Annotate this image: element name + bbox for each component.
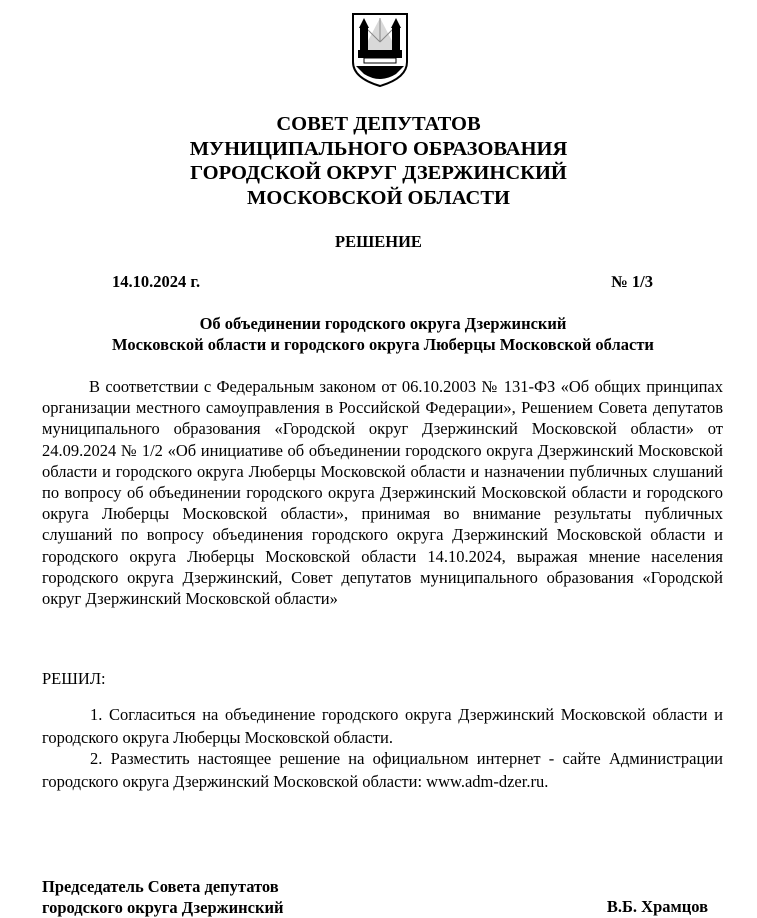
decision-subject bbox=[40, 313, 726, 355]
signatory-title-line-1: Председатель Совета депутатов bbox=[42, 877, 284, 898]
preamble-paragraph: В соответствии с Федеральным законом от 06.10.2003 № 131-ФЗ «Об общих принципах организации местного самоуправления в Российской Федерации», Решением Совета депутатов муниципального образования «Городской округ Дзержинский Московской области» от 24.09.2024 № 1/2 «Об инициативе об объединении городского округа Дзержинский Московской области и городского округа Люберцы Московской области и назначении публичных слушаний по вопросу об объединении городского округа Дзержинский Московской области и городского округа Люберцы Московской области», принимая во внимание результаты публичных слушаний по вопросу объединения городского округа Дзержинский Московской области и городского округа Люберцы Московской области 14.10.2024, выражая мнение населения городского округа Дзержинский, Совет депутатов муниципального образования «Городской округ Дзержинский Московской области» bbox=[42, 376, 723, 609]
council-name bbox=[0, 112, 757, 210]
resolution-item-2: 2. Разместить настоящее решение на официальном интернет - сайте Администрации городского округа Дзержинский Московской области: www.adm-dzer.ru. bbox=[42, 748, 723, 793]
resolution-item-1: 1. Согласиться на объединение городского округа Дзержинский Московской области и городского округа Люберцы Московской области. bbox=[42, 704, 723, 749]
coat-of-arms-emblem bbox=[350, 12, 410, 88]
subject-line-2: Московской области и городского округа Люберцы Московской области bbox=[40, 334, 726, 355]
council-line-1: СОВЕТ ДЕПУТАТОВ bbox=[0, 112, 757, 137]
document-type-heading: РЕШЕНИЕ bbox=[0, 232, 757, 252]
decision-date: 14.10.2024 г. bbox=[112, 272, 200, 292]
council-line-2: МУНИЦИПАЛЬНОГО ОБРАЗОВАНИЯ bbox=[0, 137, 757, 162]
signatory-name: В.Б. Храмцов bbox=[607, 897, 708, 918]
council-line-4: МОСКОВСКОЙ ОБЛАСТИ bbox=[0, 186, 757, 211]
subject-line-1: Об объединении городского округа Дзержинский bbox=[40, 313, 726, 334]
resolved-label: РЕШИЛ: bbox=[42, 669, 106, 689]
decision-number: № 1/3 bbox=[611, 272, 653, 292]
council-line-3: ГОРОДСКОЙ ОКРУГ ДЗЕРЖИНСКИЙ bbox=[0, 161, 757, 186]
signatory-title bbox=[42, 877, 284, 918]
signatory-title-line-2: городского округа Дзержинский bbox=[42, 898, 284, 918]
